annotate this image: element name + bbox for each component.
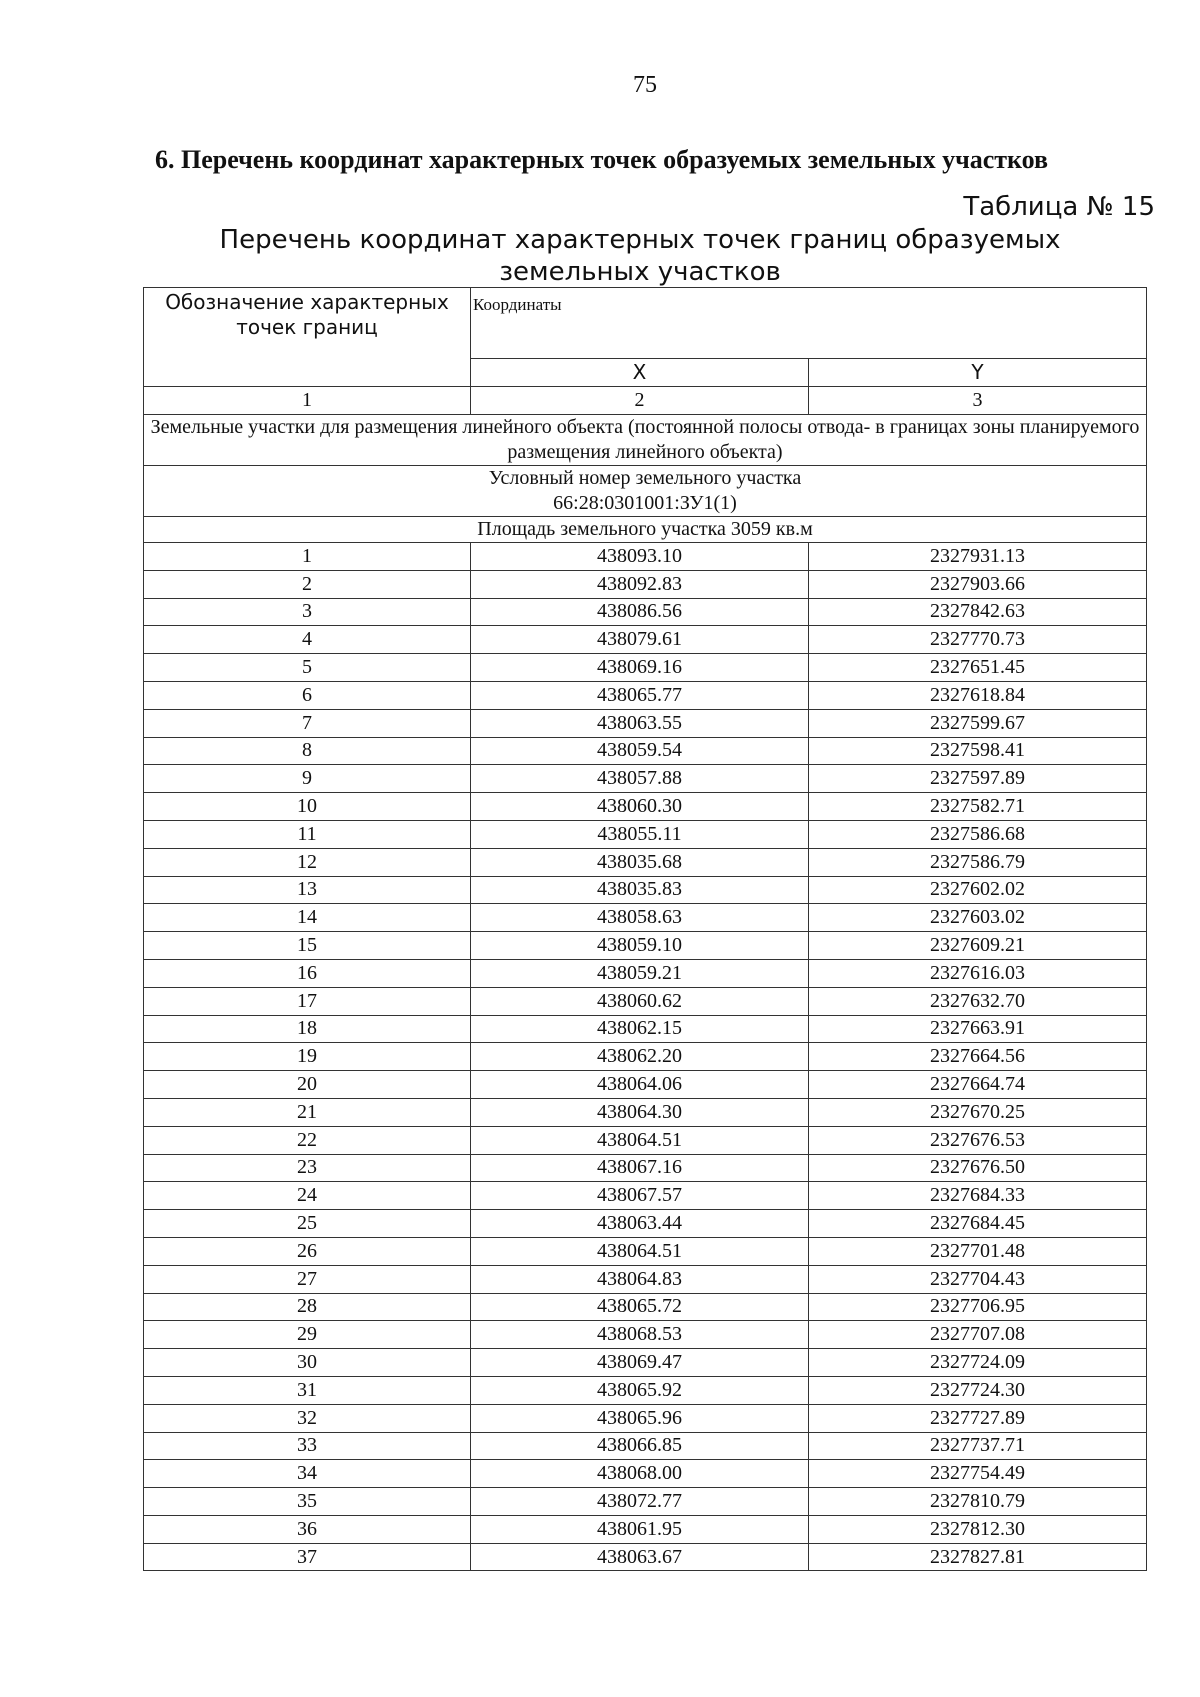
- page-number: 75: [633, 72, 657, 98]
- point-number-cell: 12: [144, 848, 471, 876]
- coordinates-column-header: Координаты: [471, 288, 1147, 359]
- point-number-cell: 36: [144, 1515, 471, 1543]
- y-coordinate-cell: 2327582.71: [809, 793, 1147, 821]
- point-number-cell: 2: [144, 570, 471, 598]
- section-heading: 6. Перечень координат характерных точек образуемых земельных участков: [155, 145, 1049, 174]
- point-number-cell: 5: [144, 654, 471, 682]
- y-coordinate-cell: 2327706.95: [809, 1293, 1147, 1321]
- x-coordinate-cell: 438055.11: [471, 820, 809, 848]
- y-coordinate-cell: 2327651.45: [809, 654, 1147, 682]
- table-row: [144, 1404, 1147, 1432]
- y-coordinate-cell: 2327727.89: [809, 1404, 1147, 1432]
- y-coordinate-cell: 2327684.33: [809, 1182, 1147, 1210]
- y-coordinate-cell: 2327684.45: [809, 1210, 1147, 1238]
- y-coordinate-cell: 2327598.41: [809, 737, 1147, 765]
- point-number-cell: 28: [144, 1293, 471, 1321]
- point-number-cell: 37: [144, 1543, 471, 1571]
- table-row: [144, 1293, 1147, 1321]
- table-row: [144, 654, 1147, 682]
- x-coordinate-cell: 438061.95: [471, 1515, 809, 1543]
- y-coordinate-cell: 2327827.81: [809, 1543, 1147, 1571]
- point-number-cell: 3: [144, 598, 471, 626]
- x-coordinate-cell: 438062.15: [471, 1015, 809, 1043]
- area-row: [144, 517, 1147, 543]
- point-number-cell: 23: [144, 1154, 471, 1182]
- point-number-cell: 6: [144, 681, 471, 709]
- point-number-cell: 20: [144, 1071, 471, 1099]
- x-coordinate-cell: 438068.53: [471, 1321, 809, 1349]
- y-coordinate-cell: 2327812.30: [809, 1515, 1147, 1543]
- y-coordinate-cell: 2327842.63: [809, 598, 1147, 626]
- y-coordinate-cell: 2327701.48: [809, 1237, 1147, 1265]
- x-coordinate-cell: 438062.20: [471, 1043, 809, 1071]
- point-number-cell: 14: [144, 904, 471, 932]
- table-row: [144, 737, 1147, 765]
- x-coordinate-cell: 438067.16: [471, 1154, 809, 1182]
- point-number-cell: 15: [144, 932, 471, 960]
- point-number-cell: 22: [144, 1126, 471, 1154]
- table-row: [144, 1098, 1147, 1126]
- table-row: [144, 1488, 1147, 1516]
- x-coordinate-cell: 438065.77: [471, 681, 809, 709]
- table-row: [144, 1154, 1147, 1182]
- table-row: [144, 1543, 1147, 1571]
- table-row: [144, 1349, 1147, 1377]
- table-caption: Перечень координат характерных точек границ образуемых земельных участков: [219, 225, 1061, 287]
- table-row: [144, 681, 1147, 709]
- x-coordinate-cell: 438063.67: [471, 1543, 809, 1571]
- x-coordinate-cell: 438059.21: [471, 959, 809, 987]
- x-coordinate-cell: 438092.83: [471, 570, 809, 598]
- x-coordinate-cell: 438072.77: [471, 1488, 809, 1516]
- table-row: [144, 904, 1147, 932]
- table-row: [144, 1071, 1147, 1099]
- table-row: [144, 848, 1147, 876]
- table-row: [144, 543, 1147, 571]
- y-coordinate-cell: 2327676.53: [809, 1126, 1147, 1154]
- x-coordinate-cell: 438093.10: [471, 543, 809, 571]
- point-number-cell: 1: [144, 543, 471, 571]
- table-row: [144, 1321, 1147, 1349]
- y-coordinate-cell: 2327670.25: [809, 1098, 1147, 1126]
- x-column-header: X: [471, 359, 809, 387]
- x-coordinate-cell: 438086.56: [471, 598, 809, 626]
- group-title: Земельные участки для размещения линейного объекта (постоянной полосы отвода- в границах зоны планируемого размещения линейного объекта): [144, 415, 1147, 466]
- table-row: [144, 1210, 1147, 1238]
- table-row: [144, 1237, 1147, 1265]
- x-coordinate-cell: 438065.92: [471, 1376, 809, 1404]
- x-coordinate-cell: 438068.00: [471, 1460, 809, 1488]
- y-coordinate-cell: 2327586.68: [809, 820, 1147, 848]
- x-coordinate-cell: 438063.44: [471, 1210, 809, 1238]
- table-row: [144, 1432, 1147, 1460]
- point-number-cell: 30: [144, 1349, 471, 1377]
- parcel-label: Условный номер земельного участка: [488, 467, 802, 489]
- x-coordinate-cell: 438079.61: [471, 626, 809, 654]
- x-coordinate-cell: 438064.83: [471, 1265, 809, 1293]
- table-row: [144, 959, 1147, 987]
- y-coordinate-cell: 2327602.02: [809, 876, 1147, 904]
- y-coordinate-cell: 2327724.09: [809, 1349, 1147, 1377]
- group-title-row: [144, 415, 1147, 466]
- point-number-cell: 27: [144, 1265, 471, 1293]
- y-coordinate-cell: 2327903.66: [809, 570, 1147, 598]
- y-coordinate-cell: 2327599.67: [809, 709, 1147, 737]
- table-row: [144, 1376, 1147, 1404]
- y-coordinate-cell: 2327724.30: [809, 1376, 1147, 1404]
- table-row: [144, 1515, 1147, 1543]
- point-number-cell: 7: [144, 709, 471, 737]
- point-number-cell: 33: [144, 1432, 471, 1460]
- point-number-cell: 16: [144, 959, 471, 987]
- column-number: 1: [144, 387, 471, 415]
- y-coordinate-cell: 2327810.79: [809, 1488, 1147, 1516]
- table-row: [144, 1182, 1147, 1210]
- column-numbers-row: [144, 387, 1147, 415]
- x-coordinate-cell: 438069.47: [471, 1349, 809, 1377]
- y-coordinate-cell: 2327603.02: [809, 904, 1147, 932]
- y-coordinate-cell: 2327931.13: [809, 543, 1147, 571]
- x-coordinate-cell: 438067.57: [471, 1182, 809, 1210]
- point-number-cell: 29: [144, 1321, 471, 1349]
- y-coordinate-cell: 2327754.49: [809, 1460, 1147, 1488]
- parcel-row: [144, 466, 1147, 517]
- x-coordinate-cell: 438060.30: [471, 793, 809, 821]
- x-coordinate-cell: 438059.10: [471, 932, 809, 960]
- y-coordinate-cell: 2327597.89: [809, 765, 1147, 793]
- coordinates-table: [143, 287, 1147, 1571]
- y-coordinate-cell: 2327609.21: [809, 932, 1147, 960]
- y-coordinate-cell: 2327618.84: [809, 681, 1147, 709]
- point-number-cell: 10: [144, 793, 471, 821]
- column-number: 2: [471, 387, 809, 415]
- point-number-cell: 26: [144, 1237, 471, 1265]
- table-row: [144, 1460, 1147, 1488]
- x-coordinate-cell: 438065.96: [471, 1404, 809, 1432]
- parcel-number: 66:28:0301001:ЗУ1(1): [553, 492, 737, 514]
- table-row: [144, 1265, 1147, 1293]
- table-row: [144, 1043, 1147, 1071]
- table-row: [144, 626, 1147, 654]
- point-number-cell: 24: [144, 1182, 471, 1210]
- table-row: [144, 820, 1147, 848]
- table-row: [144, 1015, 1147, 1043]
- x-coordinate-cell: 438060.62: [471, 987, 809, 1015]
- point-number-cell: 4: [144, 626, 471, 654]
- point-number-cell: 21: [144, 1098, 471, 1126]
- point-number-cell: 35: [144, 1488, 471, 1516]
- x-coordinate-cell: 438064.06: [471, 1071, 809, 1099]
- y-coordinate-cell: 2327664.74: [809, 1071, 1147, 1099]
- y-coordinate-cell: 2327664.56: [809, 1043, 1147, 1071]
- x-coordinate-cell: 438057.88: [471, 765, 809, 793]
- table-row: [144, 598, 1147, 626]
- point-number-cell: 17: [144, 987, 471, 1015]
- table-row: [144, 987, 1147, 1015]
- x-coordinate-cell: 438064.30: [471, 1098, 809, 1126]
- y-coordinate-cell: 2327663.91: [809, 1015, 1147, 1043]
- table-row: [144, 709, 1147, 737]
- point-number-cell: 34: [144, 1460, 471, 1488]
- table-row: [144, 570, 1147, 598]
- x-coordinate-cell: 438035.83: [471, 876, 809, 904]
- y-coordinate-cell: 2327707.08: [809, 1321, 1147, 1349]
- x-coordinate-cell: 438065.72: [471, 1293, 809, 1321]
- x-coordinate-cell: 438063.55: [471, 709, 809, 737]
- points-column-header: Обозначение характерных точек границ: [144, 288, 471, 387]
- x-coordinate-cell: 438066.85: [471, 1432, 809, 1460]
- y-coordinate-cell: 2327676.50: [809, 1154, 1147, 1182]
- y-coordinate-cell: 2327616.03: [809, 959, 1147, 987]
- table-row: [144, 932, 1147, 960]
- x-coordinate-cell: 438069.16: [471, 654, 809, 682]
- table-number: Таблица № 15: [963, 192, 1155, 222]
- point-number-cell: 9: [144, 765, 471, 793]
- y-coordinate-cell: 2327632.70: [809, 987, 1147, 1015]
- x-coordinate-cell: 438064.51: [471, 1237, 809, 1265]
- header-row: [144, 288, 1147, 359]
- table-row: [144, 876, 1147, 904]
- x-coordinate-cell: 438058.63: [471, 904, 809, 932]
- x-coordinate-cell: 438059.54: [471, 737, 809, 765]
- point-number-cell: 18: [144, 1015, 471, 1043]
- x-coordinate-cell: 438035.68: [471, 848, 809, 876]
- y-coordinate-cell: 2327770.73: [809, 626, 1147, 654]
- table-row: [144, 765, 1147, 793]
- point-number-cell: 13: [144, 876, 471, 904]
- y-column-header: Y: [809, 359, 1147, 387]
- point-number-cell: 19: [144, 1043, 471, 1071]
- point-number-cell: 8: [144, 737, 471, 765]
- y-coordinate-cell: 2327704.43: [809, 1265, 1147, 1293]
- point-number-cell: 32: [144, 1404, 471, 1432]
- table-row: [144, 1126, 1147, 1154]
- parcel-cell: [144, 466, 1147, 517]
- table-row: [144, 793, 1147, 821]
- column-number: 3: [809, 387, 1147, 415]
- y-coordinate-cell: 2327586.79: [809, 848, 1147, 876]
- point-number-cell: 31: [144, 1376, 471, 1404]
- point-number-cell: 11: [144, 820, 471, 848]
- point-number-cell: 25: [144, 1210, 471, 1238]
- x-coordinate-cell: 438064.51: [471, 1126, 809, 1154]
- y-coordinate-cell: 2327737.71: [809, 1432, 1147, 1460]
- area-text: Площадь земельного участка 3059 кв.м: [144, 517, 1147, 543]
